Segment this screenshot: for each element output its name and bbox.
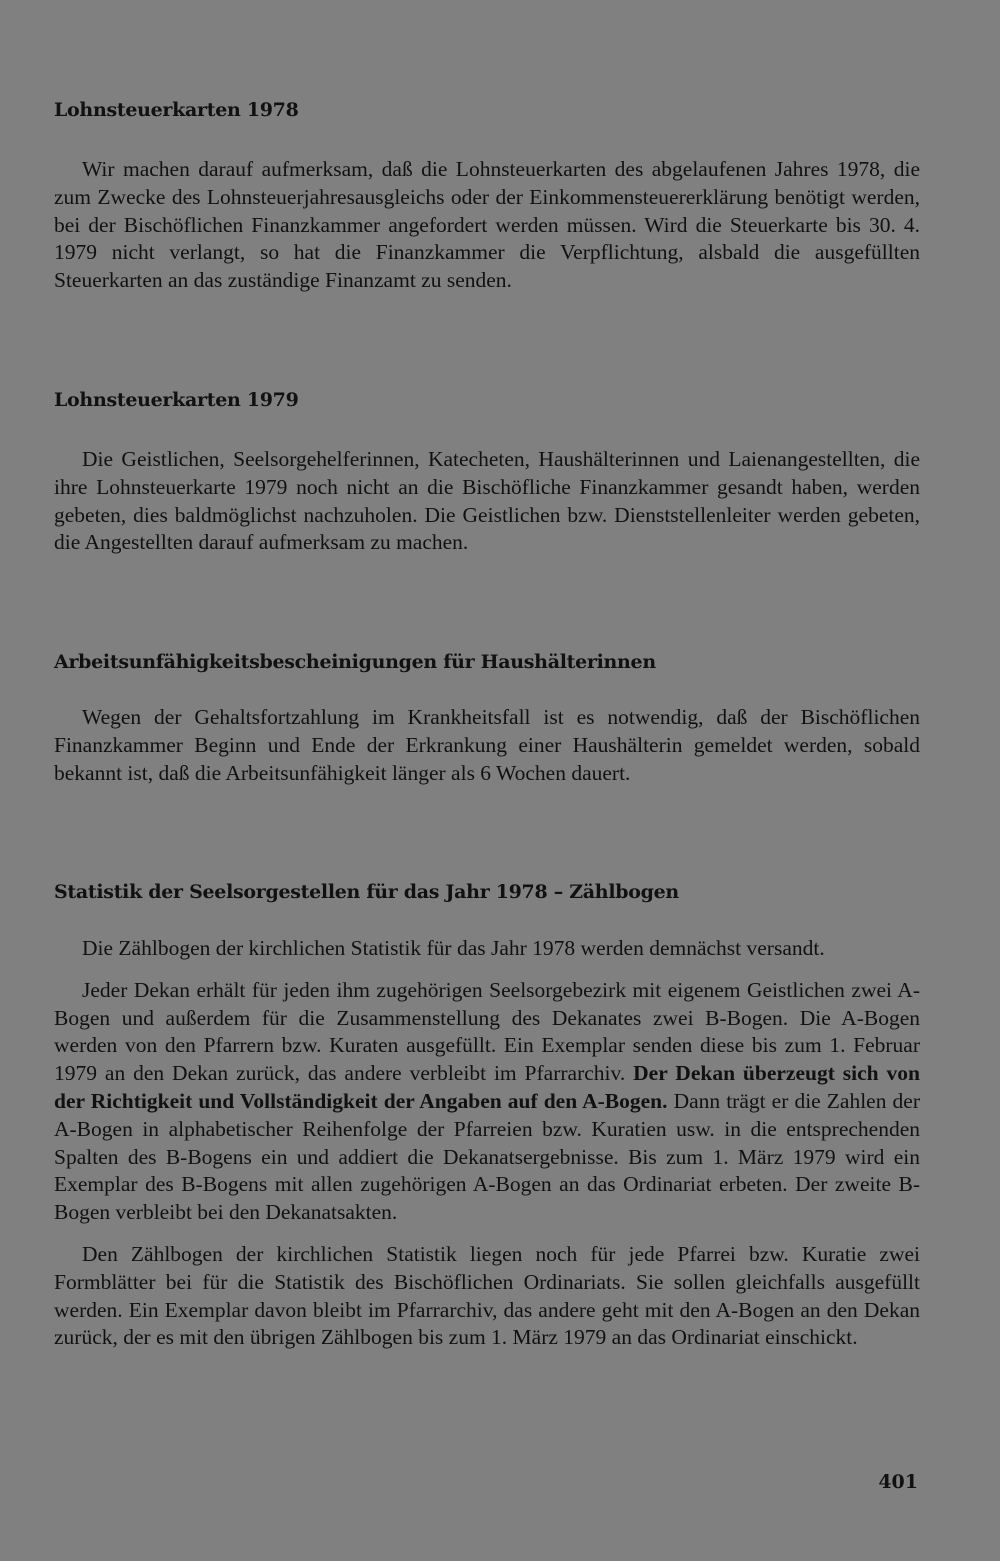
- document-page: [54, 0, 920, 1561]
- paragraph-text: Jeder Dekan erhält für jeden ihm zugehörigen Seelsorgebezirk mit eigenem Geistlichen zwei A-Bogen und außerdem für die Zusammenstellung des Dekanates zwei B-Bogen. Die A-Bogen werden von den Pfarrern bzw. Kuraten ausgefüllt. Ein Exemplar senden diese bis zum 1. Februar 1979 an den Dekan zurück, das andere verbleibt im Pfarrarchiv.: [54, 977, 920, 1086]
- section-statistik-zaehlbogen: [54, 880, 920, 1352]
- section-heading: Arbeitsunfähigkeitsbescheinigungen für Haushälterinnen: [54, 651, 656, 673]
- page-number: 401: [878, 1471, 918, 1493]
- section-lohnsteuerkarten-1979: [54, 388, 920, 557]
- emphasized-text: Der Dekan überzeugt sich von der Richtigkeit und Vollständigkeit der Angaben auf den A-Bogen.: [54, 1061, 920, 1113]
- paragraph-dekan: [54, 977, 920, 1227]
- paragraph: Die Geistlichen, Seelsorgehelferinnen, Katecheten, Haushälterinnen und Laienangestellten, die ihre Lohnsteuerkarte 1979 noch nicht an die Bischöfliche Finanzkammer gesandt haben, werden gebeten, dies baldmöglichst nachzuholen. Die Geistlichen bzw. Dienststellenleiter werden gebeten, die Angestellten darauf aufmerksam zu machen.: [54, 447, 920, 555]
- paragraph: Wir machen darauf aufmerksam, daß die Lohnsteuerkarten des abgelaufenen Jahres 1978, die zum Zwecke des Lohnsteuerjahresausgleichs oder der Einkommensteuererklärung benötigt werden, bei der Bischöflichen Finanzkammer angefordert werden müssen. Wird die Steuerkarte bis 30. 4. 1979 nicht verlangt, so hat die Finanzkammer die Verpflichtung, alsbald die ausgefüllten Steuerkarten an das zuständige Finanzamt zu senden.: [54, 157, 920, 293]
- section-heading: Statistik der Seelsorgestellen für das Jahr 1978 – Zählbogen: [54, 881, 679, 903]
- section-heading: Lohnsteuerkarten 1979: [54, 389, 299, 411]
- section-lohnsteuerkarten-1978: [54, 98, 920, 295]
- paragraph: Wegen der Gehaltsfortzahlung im Krankheitsfall ist es notwendig, daß der Bischöflichen Finanzkammer Beginn und Ende der Erkrankung einer Haushälterin gemeldet werden, sobald bekannt ist, daß die Arbeitsunfähigkeit länger als 6 Wochen dauert.: [54, 705, 920, 785]
- section-arbeitsunfaehigkeit: [54, 650, 920, 787]
- paragraph: Den Zählbogen der kirchlichen Statistik liegen noch für jede Pfarrei bzw. Kuratie zwei Formblätter bei für die Statistik des Bischöflichen Ordinariats. Sie sollen gleichfalls ausgefüllt werden. Ein Exemplar davon bleibt im Pfarrarchiv, das andere geht mit den A-Bogen an den Dekan zurück, der es mit den übrigen Zählbogen bis zum 1. März 1979 an das Ordinariat einschickt.: [54, 1241, 920, 1350]
- section-heading: Lohnsteuerkarten 1978: [54, 99, 299, 121]
- paragraph-text: Dann trägt er die Zahlen der A-Bogen in alphabetischer Reihenfolge der Pfarreien bzw. Kuratien usw. in die entsprechenden Spalten des B-Bogens ein und addiert die Dekanatsergebnisse. Bis zum 1. März 1979 wird ein Exemplar des B-Bogens mit allen zugehörigen A-Bogen an das Ordinariat erbeten. Der zweite B-Bogen verbleibt bei den Dekanatsakten.: [54, 1088, 921, 1225]
- paragraph: Die Zählbogen der kirchlichen Statistik für das Jahr 1978 werden demnächst versandt.: [82, 936, 825, 960]
